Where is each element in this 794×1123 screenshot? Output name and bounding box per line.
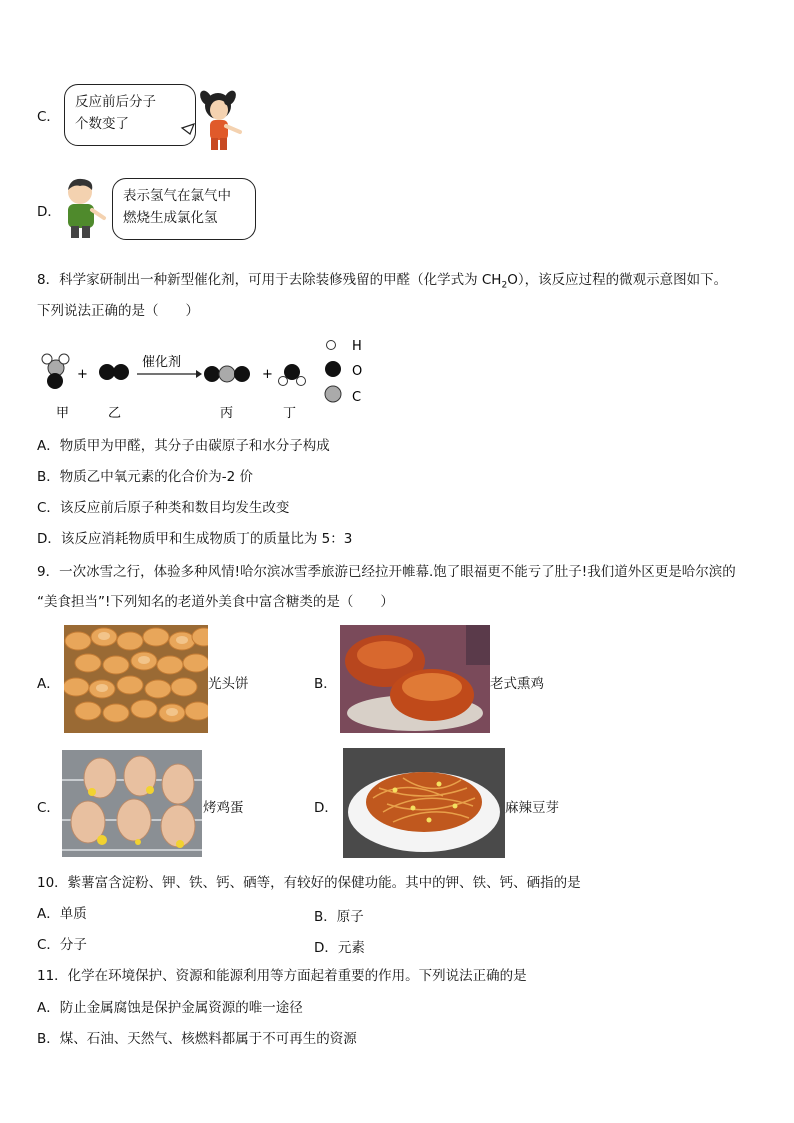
q9-option-a-letter: A． [37, 676, 60, 692]
legend-o-atom [325, 361, 341, 377]
label-bing: 丙 [220, 406, 234, 421]
q10-stem: 10．紫薯富含淀粉、钾、铁、钙、硒等，有较好的保健功能。其中的钾、铁、钙、硒指的是 [37, 875, 581, 891]
biscuit-photo [64, 625, 208, 733]
catalyst-label: 催化剂 [142, 355, 182, 370]
q8-stem-subscript: 2 [501, 280, 508, 291]
plus-sign-1: + [77, 367, 88, 382]
girl-cartoon-icon [180, 88, 246, 154]
legend-o-label: O [352, 364, 363, 379]
label-yi: 乙 [108, 406, 122, 421]
roasted-eggs-photo [62, 750, 202, 857]
q10-option-b: B．原子 [314, 909, 364, 925]
bing-carbon-atom [219, 366, 235, 382]
q9-option-c-name: 烤鸡蛋 [203, 800, 244, 816]
label-ding: 丁 [283, 406, 297, 421]
arrow-head [196, 370, 202, 378]
bubble-c-line2: 个数变了 [75, 116, 129, 132]
jia-oxygen-atom [47, 373, 63, 389]
q9-option-d-name: 麻辣豆芽 [505, 800, 559, 816]
legend-c-atom [325, 386, 341, 402]
legend-h-label: H [352, 339, 362, 354]
smoked-chicken-photo [340, 625, 490, 733]
jia-hydrogen-atom-2 [59, 354, 69, 364]
bing-oxygen-atom-1 [204, 366, 220, 382]
q7-option-d-letter: D． [37, 204, 61, 220]
q8-option-a: A．物质甲为甲醛，其分子由碳原子和水分子构成 [37, 438, 330, 454]
q9-option-b-letter: B． [314, 676, 337, 692]
q9-option-c-letter: C． [37, 800, 60, 816]
ding-hydrogen-atom-1 [279, 377, 288, 386]
q8-option-c: C．该反应前后原子种类和数目均发生改变 [37, 500, 290, 516]
q9-stem-line1: 9．一次冰雪之行，体验多种风情!哈尔滨冰雪季旅游已经拉开帷幕.饱了眼福更不能亏了肚子!我们道外区更是哈尔滨的 [37, 564, 736, 580]
label-jia: 甲 [56, 406, 70, 421]
q9-option-d-letter: D． [314, 800, 338, 816]
legend-h-atom [327, 341, 336, 350]
q7-option-c-letter: C． [37, 109, 60, 125]
q11-option-a: A．防止金属腐蚀是保护金属资源的唯一途径 [37, 1000, 303, 1016]
q11-stem: 11．化学在环境保护、资源和能源利用等方面起着重要的作用。下列说法正确的是 [37, 968, 527, 984]
q8-option-b: B．物质乙中氧元素的化合价为-2 价 [37, 469, 254, 485]
q10-option-d: D．元素 [314, 940, 365, 956]
ding-hydrogen-atom-2 [297, 377, 306, 386]
bubble-d-line1: 表示氢气在氯气中 [123, 188, 231, 204]
q8-stem-part-a: 8．科学家研制出一种新型催化剂，可用于去除装修残留的甲醛（化学式为 CH [37, 272, 502, 288]
q9-option-b-name: 老式熏鸡 [490, 676, 544, 692]
bubble-d-line2: 燃烧生成氯化氢 [123, 210, 218, 226]
q11-option-b: B．煤、石油、天然气、核燃料都属于不可再生的资源 [37, 1031, 357, 1047]
q8-stem-line1 [37, 271, 727, 295]
yi-oxygen-atom-1 [99, 364, 115, 380]
bing-oxygen-atom-2 [234, 366, 250, 382]
q9-option-a-name: 光头饼 [208, 676, 249, 692]
reaction-diagram [30, 332, 380, 424]
q9-stem-line2: “美食担当”!下列知名的老道外美食中富含糖类的是（ ） [37, 594, 394, 610]
q10-option-c: C．分子 [37, 937, 87, 953]
legend-c-label: C [352, 390, 362, 405]
q10-option-a: A．单质 [37, 906, 87, 922]
yi-oxygen-atom-2 [113, 364, 129, 380]
bubble-c-line1: 反应前后分子 [75, 94, 156, 110]
q8-stem-part-b: O），该反应过程的微观示意图如下。 [507, 272, 728, 288]
speech-bubble-d [112, 178, 256, 240]
boy-cartoon-icon [58, 176, 108, 240]
q8-stem-line2: 下列说法正确的是（ ） [37, 303, 199, 319]
spicy-bean-sprouts-photo [343, 748, 505, 858]
jia-hydrogen-atom-1 [42, 354, 52, 364]
q8-option-d: D．该反应消耗物质甲和生成物质丁的质量比为 5：3 [37, 531, 353, 547]
speech-bubble-c [64, 84, 196, 146]
plus-sign-2: + [262, 367, 273, 382]
